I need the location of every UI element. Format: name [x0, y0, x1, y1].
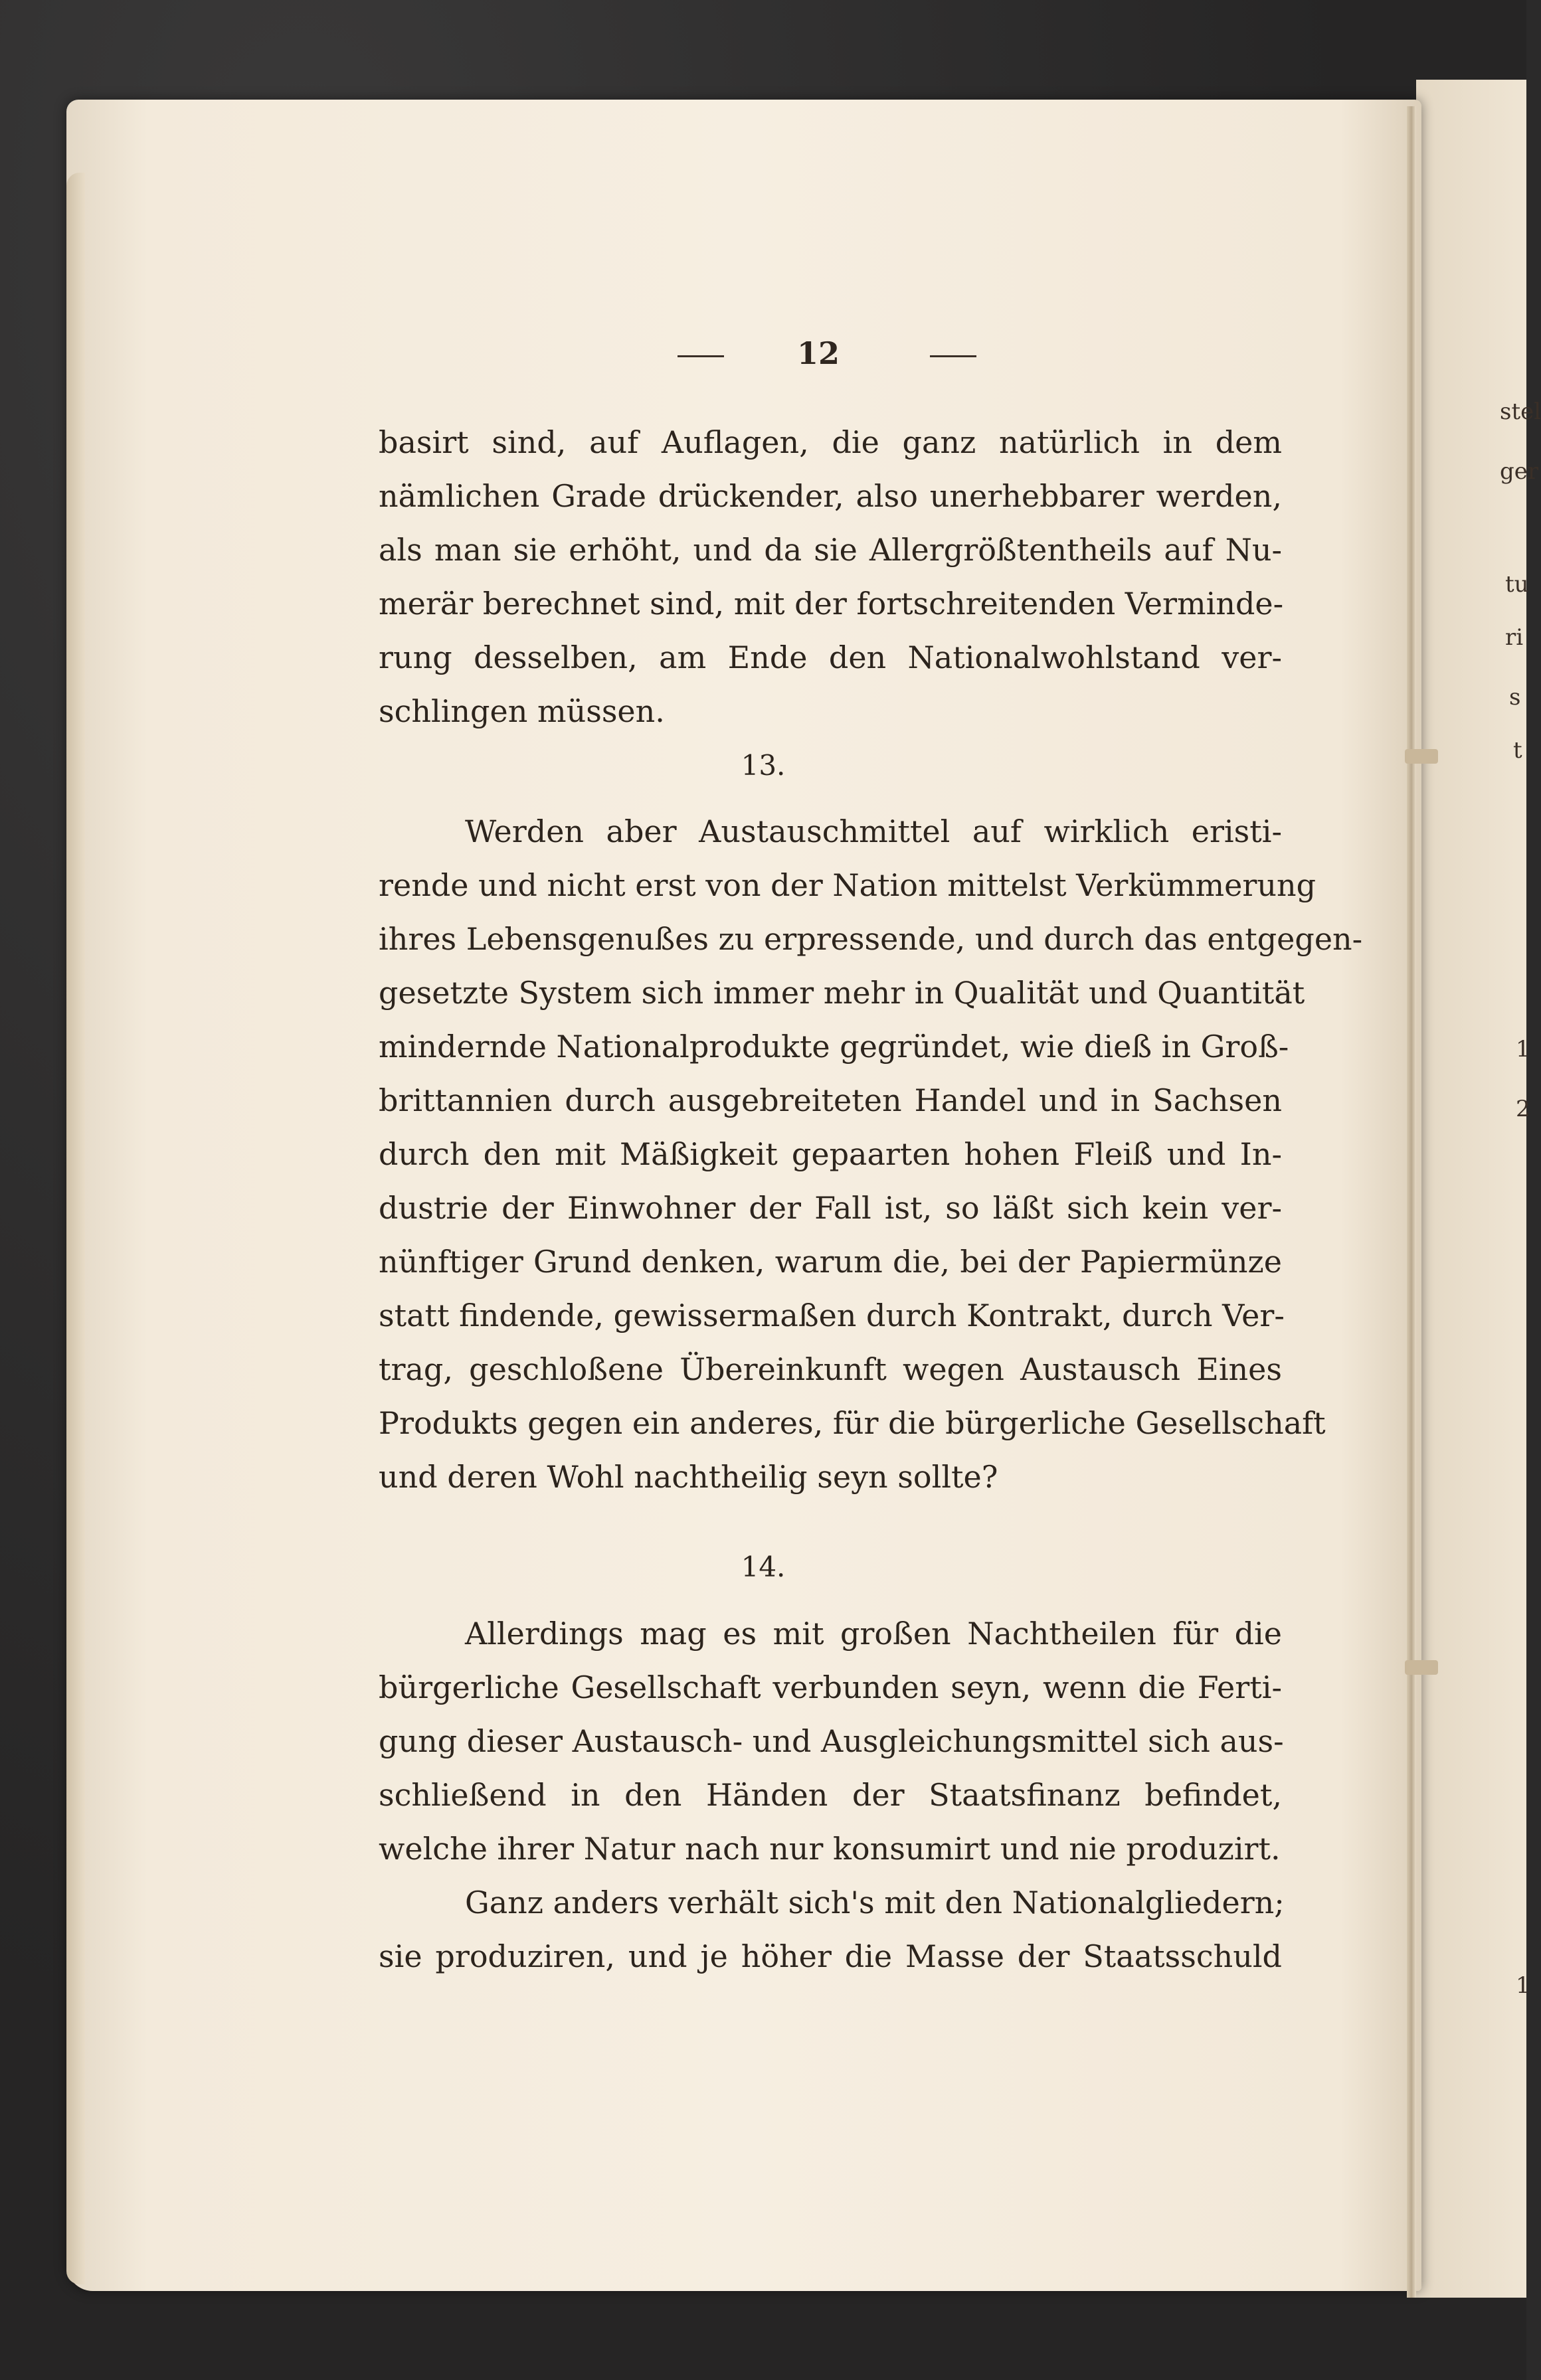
text-line: Produkts gegen ein anderes, für die bürgerliche Gesellschaft — [379, 1405, 1326, 1441]
text-line: und deren Wohl nachtheilig seyn sollte? — [379, 1459, 998, 1495]
text-line: ihres Lebensgenußes zu erpressende, und durch das entgegen- — [379, 921, 1363, 957]
text-line: Werden aber Austauschmittel auf wirklich eristi- — [465, 813, 1282, 849]
facing-page-fragment: tu — [1505, 571, 1529, 598]
facing-page-fragment: stel — [1500, 398, 1541, 425]
section-number-13: 13. — [741, 749, 786, 782]
facing-page-fragment: ri — [1505, 624, 1524, 651]
page-number: 12 — [797, 335, 840, 371]
text-line: gesetzte System sich immer mehr in Qualität und Quantität — [379, 975, 1305, 1011]
text-line: rende und nicht erst von der Nation mittelst Verkümmerung — [379, 867, 1316, 903]
text-line: sie produziren, und je höher die Masse der Staatsschuld — [379, 1938, 1282, 1974]
paragraph-continuation — [379, 416, 1282, 738]
text-line: gung dieser Austausch- und Ausgleichungsmittel sich aus- — [379, 1723, 1284, 1759]
text-line: durch den mit Mäßigkeit gepaarten hohen Fleiß und In- — [379, 1136, 1282, 1172]
facing-page-fragment: 1 — [1516, 1972, 1530, 1999]
facing-page-fragment: 2 — [1516, 1096, 1530, 1122]
facing-page-fragment: s — [1509, 684, 1521, 711]
page-gutter — [1407, 106, 1416, 2298]
text-line: basirt sind, auf Auflagen, die ganz natürlich in dem — [379, 424, 1282, 460]
section-14-text — [379, 1607, 1285, 1984]
text-line: nünftiger Grund denken, warum die, bei der Papiermünze — [379, 1244, 1282, 1280]
facing-page-edge — [1416, 80, 1541, 2298]
text-line: welche ihrer Natur nach nur konsumirt und nie produzirt. — [379, 1831, 1281, 1867]
header-dash-right — [930, 355, 976, 357]
text-line: Allerdings mag es mit großen Nachtheilen für die — [465, 1616, 1282, 1652]
text-line: mindernde Nationalprodukte gegründet, wie dieß in Groß- — [379, 1029, 1289, 1064]
text-line: schlingen müssen. — [379, 693, 665, 729]
thread-mark — [1405, 1660, 1438, 1675]
text-line: schließend in den Händen der Staatsfinanz befindet, — [379, 1777, 1282, 1813]
text-line: bürgerliche Gesellschaft verbunden seyn, wenn die Ferti- — [379, 1669, 1282, 1705]
facing-page-fragment: 1 — [1516, 1036, 1530, 1062]
section-13-text — [379, 805, 1363, 1504]
section-number-14: 14. — [741, 1551, 786, 1583]
text-line: statt findende, gewissermaßen durch Kontrakt, durch Ver- — [379, 1298, 1285, 1333]
text-line: merär berechnet sind, mit der fortschreitenden Verminde- — [379, 586, 1284, 622]
text-line: rung desselben, am Ende den Nationalwohlstand ver- — [379, 639, 1282, 675]
text-line: trag, geschloßene Übereinkunft wegen Austausch Eines — [379, 1351, 1282, 1387]
text-line: Ganz anders verhält sich's mit den Nationalgliedern; — [465, 1885, 1285, 1920]
facing-page-fragment: ger — [1500, 458, 1539, 485]
text-line: als man sie erhöht, und da sie Allergrößtentheils auf Nu- — [379, 532, 1282, 568]
page-header — [0, 335, 1526, 375]
text-line: dustrie der Einwohner der Fall ist, so läßt sich kein ver- — [379, 1190, 1282, 1226]
text-line: brittannien durch ausgebreiteten Handel und in Sachsen — [379, 1082, 1282, 1118]
facing-page-fragment: t — [1513, 737, 1522, 764]
header-dash-left — [678, 355, 724, 357]
text-line: nämlichen Grade drückender, also unerhebbarer werden, — [379, 478, 1282, 514]
page-left-edge — [66, 173, 85, 2284]
